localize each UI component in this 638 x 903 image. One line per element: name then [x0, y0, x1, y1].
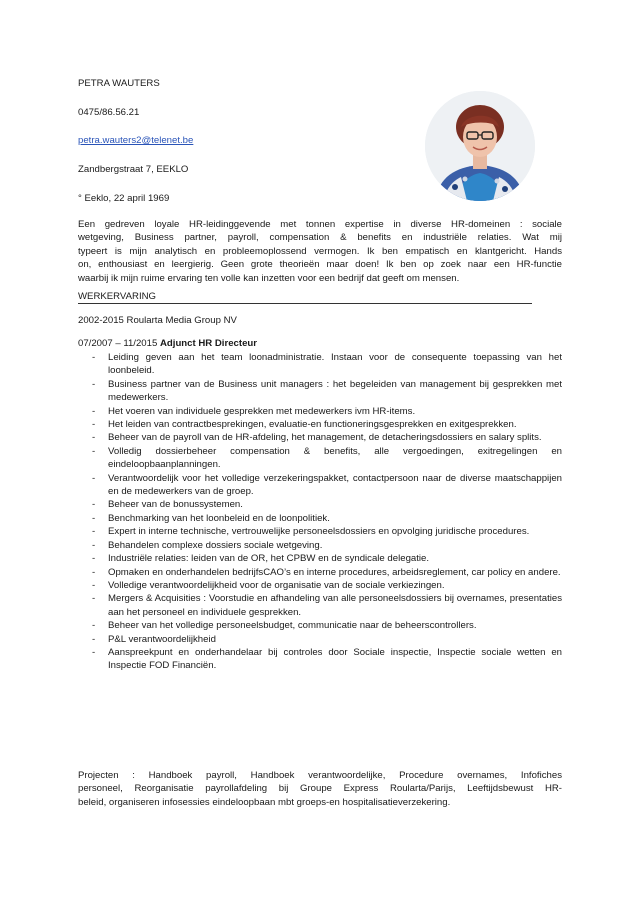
bullet-marker: - — [92, 472, 96, 484]
bullet-marker: - — [92, 445, 96, 457]
list-item: - Het voeren van individuele gesprekken met medewerkers ivm HR-items. — [92, 405, 416, 417]
intro-line: Een gedreven loyale HR-leidinggevende met tonnen expertise in diverse HR-domeinen : sociale — [78, 219, 562, 230]
bullet-marker: - — [92, 352, 96, 363]
intro-paragraph — [78, 218, 562, 285]
list-item: - Het leiden van contractbesprekingen, evaluatie-en functioneringsgesprekken en exitgesprekken. — [92, 419, 517, 431]
list-item: - Mergers & Acquisities : Voorstudie en afhandeling van alle personeelsdossiers bij overnames, presentaties aan het personeel en individuele gesprekken. — [92, 593, 562, 618]
bullet-marker: - — [92, 526, 96, 538]
bullet-marker: - — [92, 378, 96, 390]
candidate-name: PETRA WAUTERS — [78, 78, 160, 89]
list-item: - Industriële relaties: leiden van de OR, het CPBW en de syndicale delegatie. — [92, 553, 430, 565]
intro-line: typeert is mijn analytisch en probleemoplossend vermogen. Ik ben empatisch en klantgericht. Hands — [78, 245, 562, 257]
bullet-marker: - — [92, 432, 96, 444]
list-item: - Benchmarking van het loonbeleid en de loonpolitiek. — [92, 512, 330, 524]
list-item: - Leiding geven aan het team loonadministratie. Instaan voor de consequente toepassing van het loonbeleid. — [92, 352, 562, 377]
bullet-marker: - — [92, 593, 96, 605]
list-item: - Behandelen complexe dossiers sociale wetgeving. — [92, 539, 323, 551]
role-title: Adjunct HR Directeur — [159, 338, 257, 349]
responsibilities-list — [78, 351, 562, 673]
list-item: - Beheer van de bonussystemen. — [92, 499, 243, 511]
list-item: - P&L verantwoordelijkheid — [92, 633, 216, 645]
bullet-marker: - — [92, 620, 96, 632]
bullet-marker: - — [92, 419, 96, 431]
birth-info: ° Eeklo, 22 april 1969 — [78, 193, 170, 204]
role-line — [78, 337, 257, 350]
list-item: - Volledige verantwoordelijkheid voor de organisatie van de sociale verkiezingen. — [92, 579, 445, 591]
projects-line: personeel, Reorganisatie payrollafdeling bij Groupe Express Roularta/Parijs, Leeftijdsbewust HR- — [78, 783, 562, 795]
list-item: - Verantwoordelijk voor het volledige verzekeringspakket, contactpersoon naar de diverse maatschappijen en de medewerkers van de groep. — [92, 472, 562, 498]
bullet-marker: - — [92, 579, 96, 591]
projects-line: Projecten : Handboek payroll, Handboek verantwoordelijke, Procedure overnames, Infofiches — [78, 770, 562, 781]
bullet-marker: - — [92, 499, 96, 511]
list-item: - Volledig dossierbeheer compensation & benefits, alle vergoedingen, exitregelingen en eindeloopbaanplanningen. — [92, 445, 562, 471]
list-item: - Beheer van de payroll van de HR-afdeling, het management, de detacheringsdossiers en salary splits. — [92, 432, 542, 444]
email-link[interactable]: petra.wauters2@telenet.be — [78, 135, 194, 146]
list-item: - Beheer van het volledige personeelsbudget, communicatie naar de beheerscontrollers. — [92, 620, 477, 632]
bullet-marker: - — [92, 553, 96, 565]
intro-line: wetgeving, Business partner, payroll, compensation & benefits en industriële relaties. Wat mij — [78, 232, 562, 244]
list-item: - Expert in interne technische, vertrouwelijke personeelsdossiers en opvolging juridische procedures. — [92, 526, 530, 538]
portrait-illustration — [425, 91, 535, 201]
role-period: 07/2007 – 11/2015 — [78, 338, 158, 349]
section-heading-werkervaring: WERKERVARING — [78, 290, 532, 304]
bullet-marker: - — [92, 566, 96, 578]
bullet-marker: - — [92, 512, 96, 524]
intro-line: waarbij ik mijn ruime ervaring ten volle kan inzetten voor een bedrijf dat geeft om mensen. — [78, 272, 460, 284]
phone-number: 0475/86.56.21 — [78, 107, 140, 118]
intro-line: on, enthousiast en leergierig. Geen grote theorieën maar doen! Ik ben op zoek naar een HR-functie — [78, 259, 562, 271]
address: Zandbergstraat 7, EEKLO — [78, 164, 189, 175]
bullet-marker: - — [92, 633, 96, 645]
employer: 2002-2015 Roularta Media Group NV — [78, 315, 237, 326]
projects-line: beleid, organiseren infosessies eindeloopbaan mbt groeps-en hospitalisatieverzekering. — [78, 796, 451, 808]
bullet-marker: - — [92, 405, 96, 417]
bullet-marker: - — [92, 646, 96, 658]
list-item: - Opmaken en onderhandelen bedrijfsCAO’s en interne procedures, arbeidsreglement, car policy en andere. — [92, 566, 561, 578]
projects-paragraph — [78, 769, 562, 809]
list-item: - Business partner van de Business unit managers : het begeleiden van management bij gesprekken met medewerkers. — [92, 378, 562, 404]
bullet-marker: - — [92, 539, 96, 551]
profile-photo — [425, 91, 535, 201]
list-item: - Aanspreekpunt en onderhandelaar bij controles door Sociale inspectie, Inspectie sociale wetten en Inspectie FOD Financiën. — [92, 646, 562, 672]
